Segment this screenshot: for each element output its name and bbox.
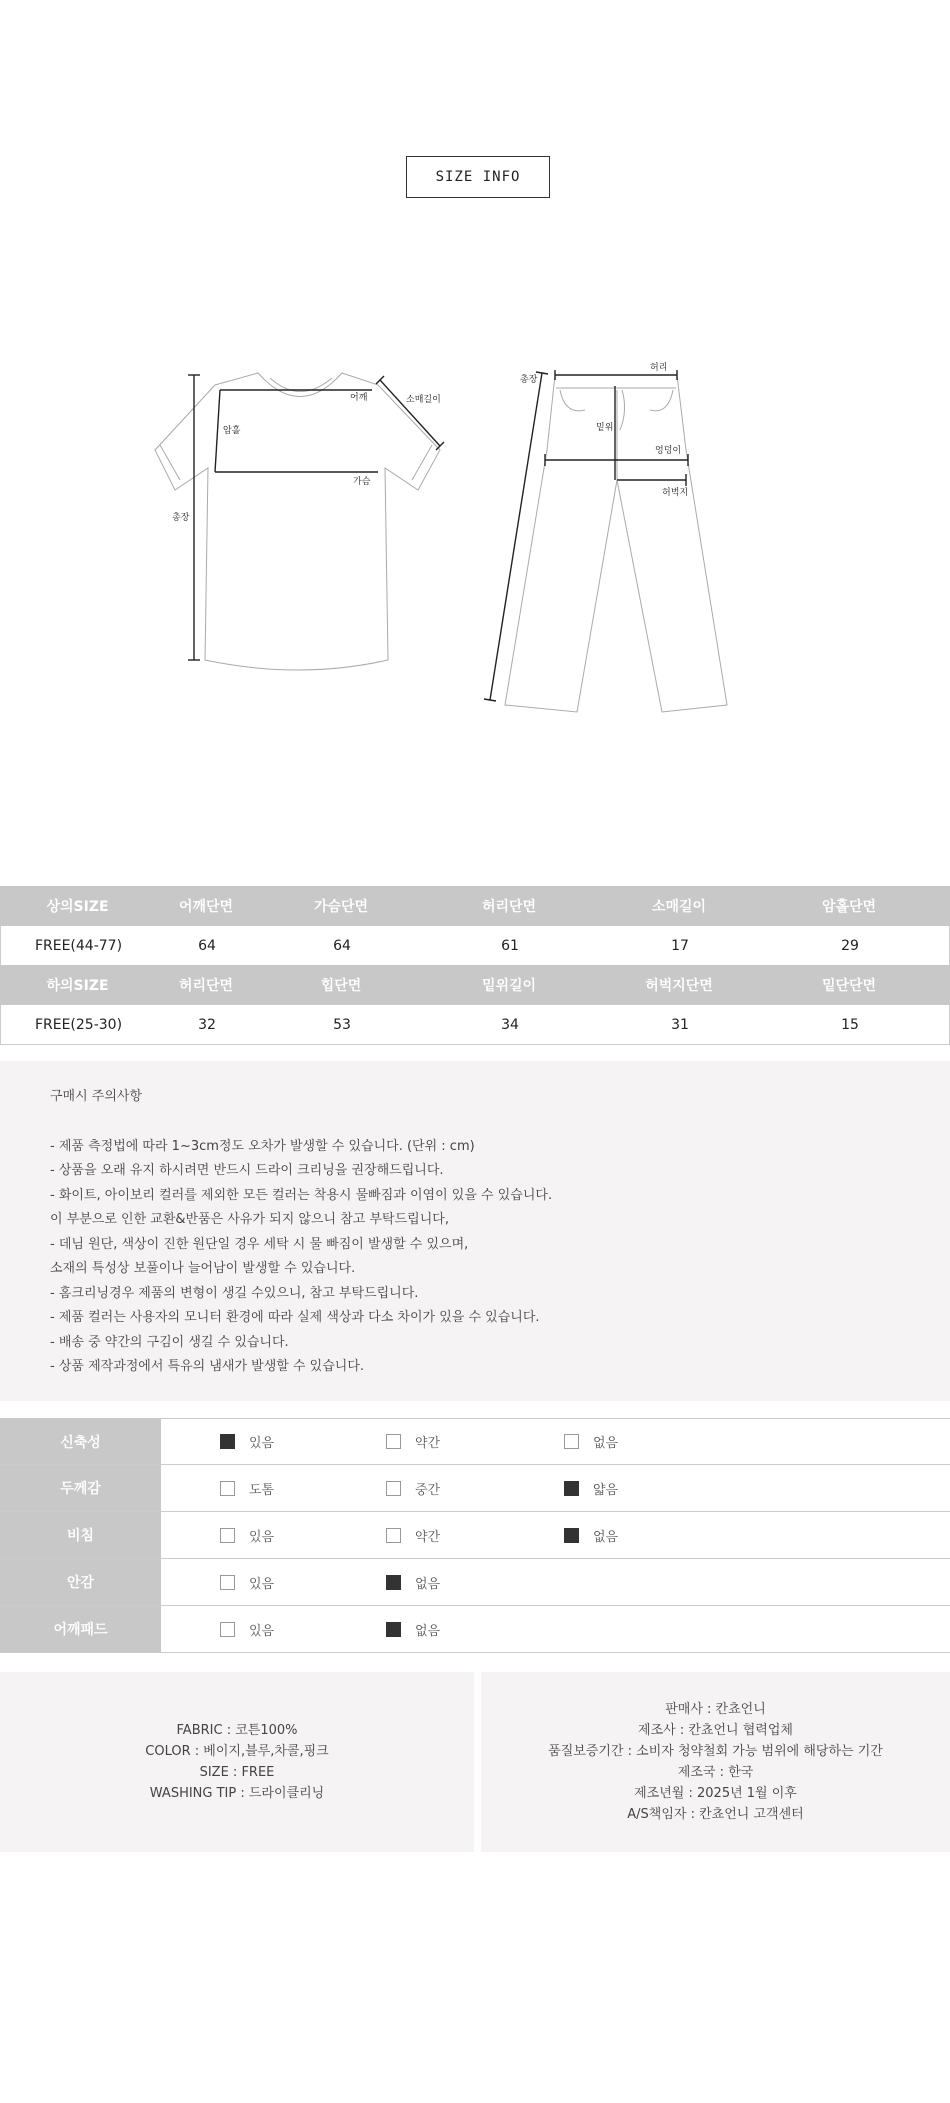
option-label: 있음 (249, 1436, 275, 1451)
purchase-notes (0, 1061, 950, 1401)
feel-option (386, 1573, 440, 1592)
checkbox-icon (220, 1622, 235, 1637)
bottom-size-value-row (0, 1005, 950, 1045)
feel-option (220, 1573, 274, 1592)
seller-line: A/S책임자 : 칸쵸언니 고객센터 (627, 1807, 804, 1822)
value-cell: 15 (841, 1016, 859, 1033)
checkbox-icon (386, 1622, 401, 1637)
value-cell: 64 (333, 937, 351, 954)
spec-line: FABRIC : 코튼100% (176, 1723, 298, 1738)
checkbox-icon (564, 1528, 579, 1543)
header-cell: 암홀단면 (821, 899, 877, 915)
feel-option (564, 1526, 618, 1545)
bottom-size-table (0, 965, 950, 1045)
feel-row-sheerness (0, 1512, 950, 1559)
label-hip: 엉덩이 (655, 446, 682, 456)
feel-option (564, 1479, 618, 1498)
top-size-header-row (0, 886, 950, 926)
feel-label: 두께감 (0, 1465, 161, 1511)
option-label: 없음 (593, 1529, 619, 1545)
feel-option (220, 1432, 274, 1451)
option-label: 얇음 (593, 1482, 619, 1498)
feel-row-thickness (0, 1465, 950, 1512)
value-cell: 31 (671, 1016, 689, 1033)
checkbox-icon (220, 1481, 235, 1496)
feel-row-shoulder-pad (0, 1606, 950, 1653)
value-cell: 34 (501, 1016, 519, 1033)
fabric-feel-table (0, 1418, 950, 1653)
feel-label: 안감 (0, 1559, 161, 1605)
header-cell: 허리단면 (481, 899, 537, 915)
top-size-table (0, 886, 950, 966)
feel-option (220, 1479, 274, 1498)
note-line: - 배송 중 약간의 구김이 생길 수 있습니다. (50, 1334, 289, 1350)
top-size-value-row (0, 926, 950, 966)
spec-line: WASHING TIP : 드라이클리닝 (149, 1786, 325, 1801)
note-line: - 제품 측정법에 따라 1~3cm정도 오차가 발생할 수 있습니다. (단위 : cm) (50, 1138, 475, 1154)
feel-option (386, 1526, 440, 1545)
checkbox-icon (564, 1434, 579, 1449)
spec-line: SIZE : FREE (199, 1765, 275, 1780)
feel-option (220, 1526, 274, 1545)
option-label: 중간 (415, 1482, 441, 1498)
label-thigh: 허벅지 (662, 488, 689, 498)
option-label: 있음 (249, 1623, 275, 1639)
value-cell: 17 (671, 937, 689, 954)
feel-label: 비침 (0, 1512, 161, 1558)
feel-option (564, 1432, 618, 1451)
feel-label: 어깨패드 (0, 1606, 161, 1652)
checkbox-icon (386, 1575, 401, 1590)
option-label: 없음 (415, 1576, 441, 1592)
option-label: 약간 (415, 1436, 441, 1451)
note-line: - 상품 제작과정에서 특유의 냄새가 발생할 수 있습니다. (50, 1359, 365, 1374)
label-length-top: 총장 (172, 513, 190, 523)
value-cell: 53 (333, 1016, 351, 1033)
seller-info-panel (481, 1672, 950, 1852)
checkbox-icon (386, 1481, 401, 1496)
value-cell: FREE(44-77) (34, 937, 123, 954)
feel-option (386, 1479, 440, 1498)
checkbox-icon (220, 1434, 235, 1449)
label-rise: 밑위 (596, 423, 614, 433)
header-cell: 밑위길이 (481, 978, 537, 994)
checkbox-icon (386, 1434, 401, 1449)
feel-row-lining (0, 1559, 950, 1606)
option-label: 도톰 (249, 1482, 275, 1498)
label-chest: 가슴 (353, 477, 371, 487)
bottom-size-header-row (0, 965, 950, 1005)
label-shoulder: 어깨 (350, 393, 368, 403)
tshirt-illustration (155, 373, 440, 670)
feel-option (220, 1620, 274, 1639)
note-line: - 상품을 오래 유지 하시려면 반드시 드라이 크리닝을 권장해드립니다. (50, 1163, 444, 1178)
note-line: 소재의 특성상 보풀이나 늘어남이 발생할 수 있습니다. (50, 1261, 356, 1276)
checkbox-icon (386, 1528, 401, 1543)
option-label: 없음 (593, 1436, 619, 1451)
seller-line: 제조년월 : 2025년 1월 이후 (634, 1786, 797, 1801)
value-cell: 64 (198, 937, 216, 954)
header-cell: 허벅지단면 (645, 978, 713, 994)
size-info-title: SIZE INFO (406, 156, 550, 198)
header-cell: 어깨단면 (178, 899, 234, 915)
value-cell: 29 (841, 937, 859, 954)
header-cell: 하의SIZE (46, 978, 109, 994)
spec-line: COLOR : 베이지,블루,차콜,핑크 (145, 1744, 329, 1759)
note-line: - 화이트, 아이보리 컬러를 제외한 모든 컬러는 착용시 물빠짐과 이염이 있을 수 있습니다. (50, 1187, 553, 1203)
feel-label: 신축성 (0, 1419, 161, 1464)
notes-title: 구매시 주의사항 (50, 1089, 143, 1104)
label-armhole: 암홀 (223, 426, 241, 436)
feel-row-stretch (0, 1418, 950, 1465)
value-cell: 32 (198, 1016, 216, 1033)
seller-line: 제조사 : 칸쵸언니 협력업체 (638, 1723, 793, 1738)
note-line: 이 부분으로 인한 교환&반품은 사유가 되지 않으니 참고 부탁드립니다, (50, 1212, 449, 1227)
label-length-bottom: 총장 (520, 375, 538, 385)
checkbox-icon (564, 1481, 579, 1496)
note-line: - 데님 원단, 색상이 진한 원단일 경우 세탁 시 물 빠짐이 발생할 수 있으며, (50, 1236, 469, 1252)
seller-line: 판매사 : 칸쵸언니 (665, 1702, 766, 1717)
feel-option (386, 1620, 440, 1639)
label-sleeve: 소매길이 (406, 395, 441, 405)
feel-option (386, 1432, 440, 1451)
header-cell: 상의SIZE (46, 899, 109, 915)
option-label: 약간 (415, 1529, 441, 1545)
note-line: - 제품 컬러는 사용자의 모니터 환경에 따라 실제 색상과 다소 차이가 있을 수 있습니다. (50, 1310, 540, 1325)
header-cell: 밑단단면 (821, 978, 877, 994)
option-label: 있음 (249, 1576, 275, 1592)
pants-illustration (505, 375, 727, 712)
product-spec-panel (0, 1672, 474, 1852)
seller-line: 제조국 : 한국 (677, 1765, 754, 1780)
note-line: - 홈크리닝경우 제품의 변형이 생길 수있으니, 참고 부탁드립니다. (50, 1285, 419, 1301)
seller-line: 품질보증기간 : 소비자 청약철회 가능 범위에 해당하는 기간 (548, 1744, 883, 1759)
checkbox-icon (220, 1575, 235, 1590)
checkbox-icon (220, 1528, 235, 1543)
value-cell: 61 (501, 937, 519, 954)
option-label: 있음 (249, 1529, 275, 1545)
option-label: 없음 (415, 1623, 441, 1639)
header-cell: 소매길이 (651, 899, 707, 915)
label-waist: 허리 (650, 363, 668, 373)
header-cell: 허리단면 (178, 978, 234, 994)
header-cell: 힙단면 (320, 978, 362, 994)
header-cell: 가슴단면 (313, 899, 369, 915)
value-cell: FREE(25-30) (34, 1016, 123, 1033)
size-diagram (0, 350, 950, 730)
